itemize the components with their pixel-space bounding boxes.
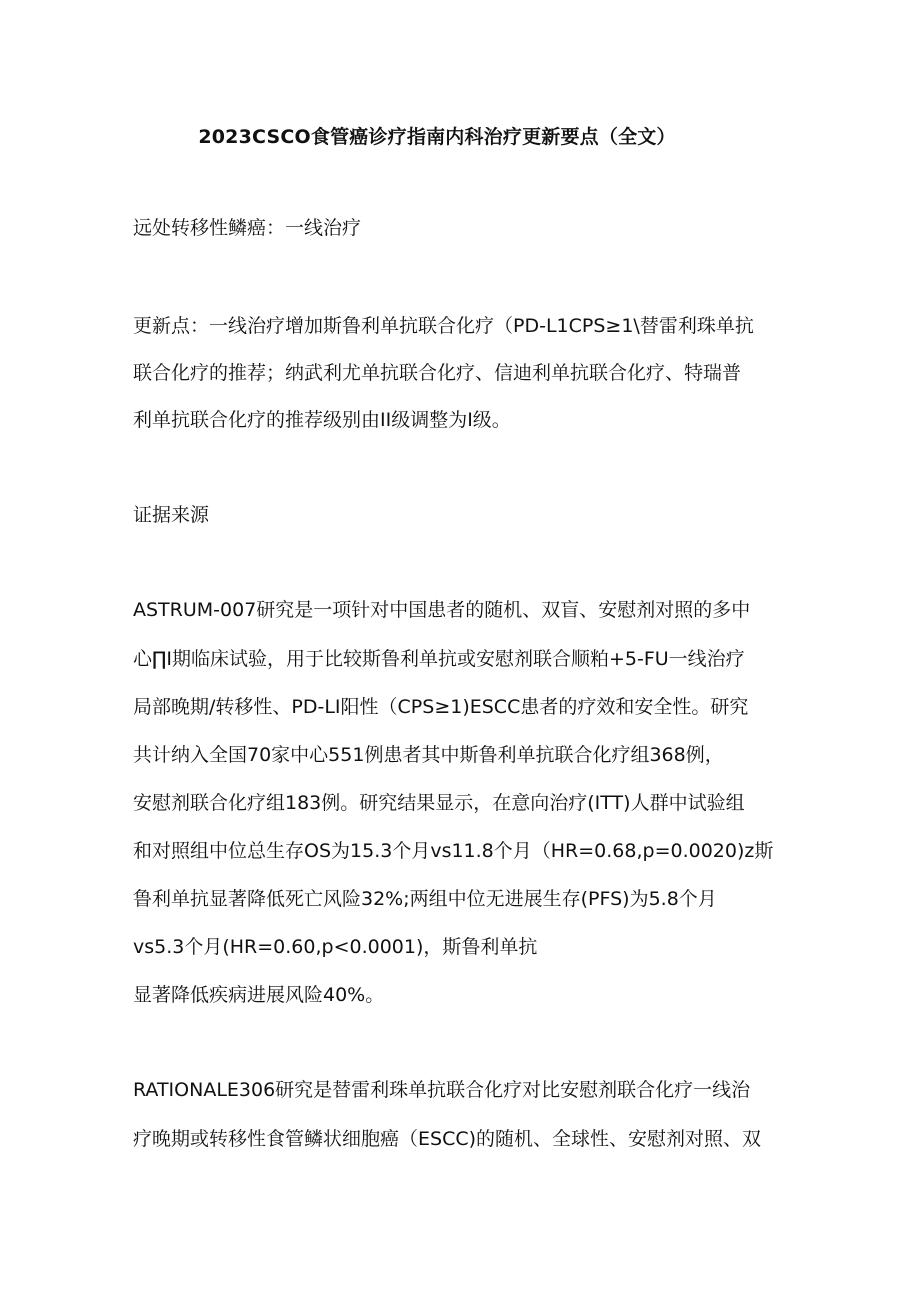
- rationale-line-1: RATIONALE306研究是替雷利珠单抗联合化疗对比安慰剂联合化疗一线治: [133, 1079, 751, 1101]
- document-title: 2023CSCO食管癌诊疗指南内科治疗更新要点（全文）: [198, 126, 676, 148]
- update-line-1: 更新点：一线治疗增加斯鲁利单抗联合化疗（PD-L1CPS≥1\替雷利珠单抗: [133, 315, 754, 337]
- astrum-line-7: 鲁利单抗显著降低死亡风险32%;两组中位无进展生存(PFS)为5.8个月: [133, 888, 717, 910]
- update-line-2: 联合化疗的推荐；纳武利尤单抗联合化疗、信迪利单抗联合化疗、特瑞普: [133, 362, 742, 384]
- astrum-line-3: 局部晚期/转移性、PD-LI阳性（CPS≥1)ESCC患者的疗效和安全性。研究: [133, 696, 749, 718]
- astrum-line-2: 心∏I期临床试验，用于比较斯鲁利单抗或安慰剂联合顺粕+5-FU一线治疗: [133, 648, 745, 670]
- astrum-line-5: 安慰剂联合化疗组183例。研究结果显示，在意向治疗(ITT)人群中试验组: [133, 792, 745, 814]
- astrum-line-8: vs5.3个月(HR=0.60,p<0.0001)，斯鲁利单抗: [133, 936, 538, 958]
- evidence-heading: 证据来源: [133, 504, 210, 526]
- astrum-line-4: 共计纳入全国70家中心551例患者其中斯鲁利单抗联合化疗组368例，: [133, 744, 724, 766]
- astrum-line-1: ASTRUM-007研究是一项针对中国患者的随机、双盲、安慰剂对照的多中: [133, 599, 751, 621]
- update-line-3: 利单抗联合化疗的推荐级别由II级调整为I级。: [133, 409, 511, 431]
- section-heading: 远处转移性鳞癌：一线治疗: [133, 217, 362, 239]
- astrum-line-9: 显著降低疾病进展风险40%。: [133, 984, 385, 1006]
- rationale-line-2: 疗晚期或转移性食管鳞状细胞癌（ESCC)的随机、全球性、安慰剂对照、双: [133, 1128, 762, 1150]
- astrum-line-6: 和对照组中位总生存OS为15.3个月vs11.8个月（HR=0.68,p=0.0020)z斯: [133, 840, 774, 862]
